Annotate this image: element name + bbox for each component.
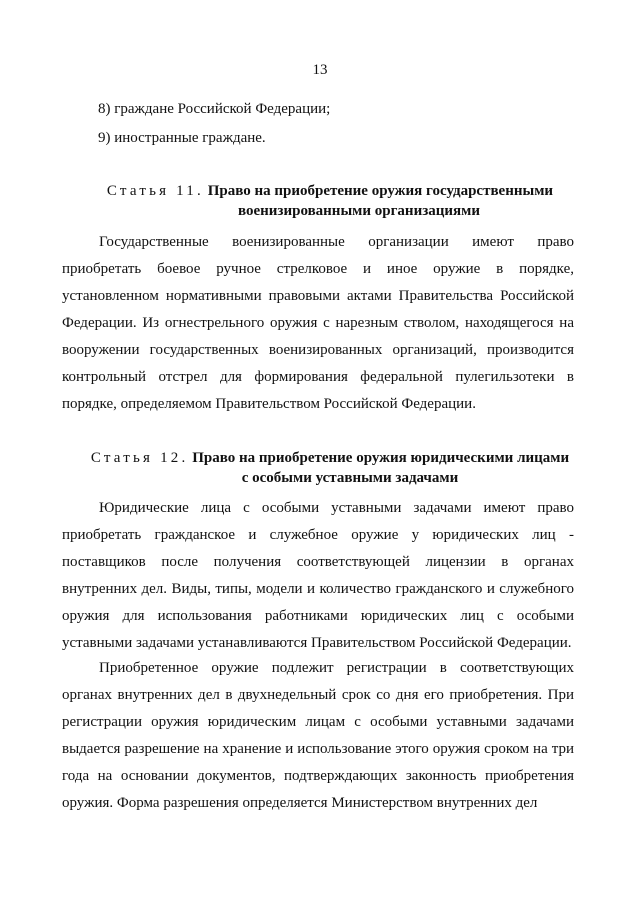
article-12-title-line2: с особыми уставными задачами bbox=[241, 470, 459, 486]
article-12-paragraph-2: Приобретенное оружие подлежит регистрации в соответствующих органах внутренних дел в двухнедельный срок со дня его приобретения. При регистрации оружия юридическим лицам с особыми уставными задачами выдается разрешение на хранение и использование этого оружия сроком на три года на основании документов, подтверждающих законность приобретения оружия. Форма разрешения определяется Министерством внутренних дел bbox=[62, 660, 574, 811]
article-12-paragraph-1: Юридические лица с особыми уставными задачами имеют право приобретать гражданское и служебное оружие у юридических лиц - поставщиков после получения соответствующей лицензии в органах внутренних дел. Виды, типы, модели и количество гражданского и служебного оружия для использования работниками юридических лиц с особыми уставными задачами устанавливаются Правительством Российской Федерации. bbox=[62, 500, 574, 651]
article-12-label: Статья 12. bbox=[90, 450, 189, 466]
article-12-heading bbox=[60, 448, 600, 488]
article-12-heading-line1 bbox=[60, 448, 600, 468]
article-11-title-line2: военизированными организациями bbox=[237, 203, 480, 219]
article-11-heading bbox=[60, 181, 600, 221]
list-item-8: 8) граждане Российской Федерации; bbox=[98, 101, 331, 117]
page-number: 13 bbox=[312, 62, 328, 78]
article-12-title-line1: Право на приобретение оружия юридическими лицами bbox=[192, 450, 570, 466]
article-11-heading-line1 bbox=[60, 181, 600, 201]
list-item-9: 9) иностранные граждане. bbox=[98, 130, 266, 146]
article-11-label: Статья 11. bbox=[106, 183, 204, 199]
article-11-paragraph: Государственные военизированные организации имеют право приобретать боевое ручное стрелковое и иное оружие в порядке, установленном нормативными правовыми актами Правительства Российской Федерации. Из огнестрельного оружия с нарезным стволом, находящегося на вооружении государственных военизированных организаций, производится контрольный отстрел для формирования федеральной пулегильзотеки в порядке, определяемом Правительством Российской Федерации. bbox=[62, 234, 574, 412]
article-11-title-line1: Право на приобретение оружия государственными bbox=[207, 183, 554, 199]
